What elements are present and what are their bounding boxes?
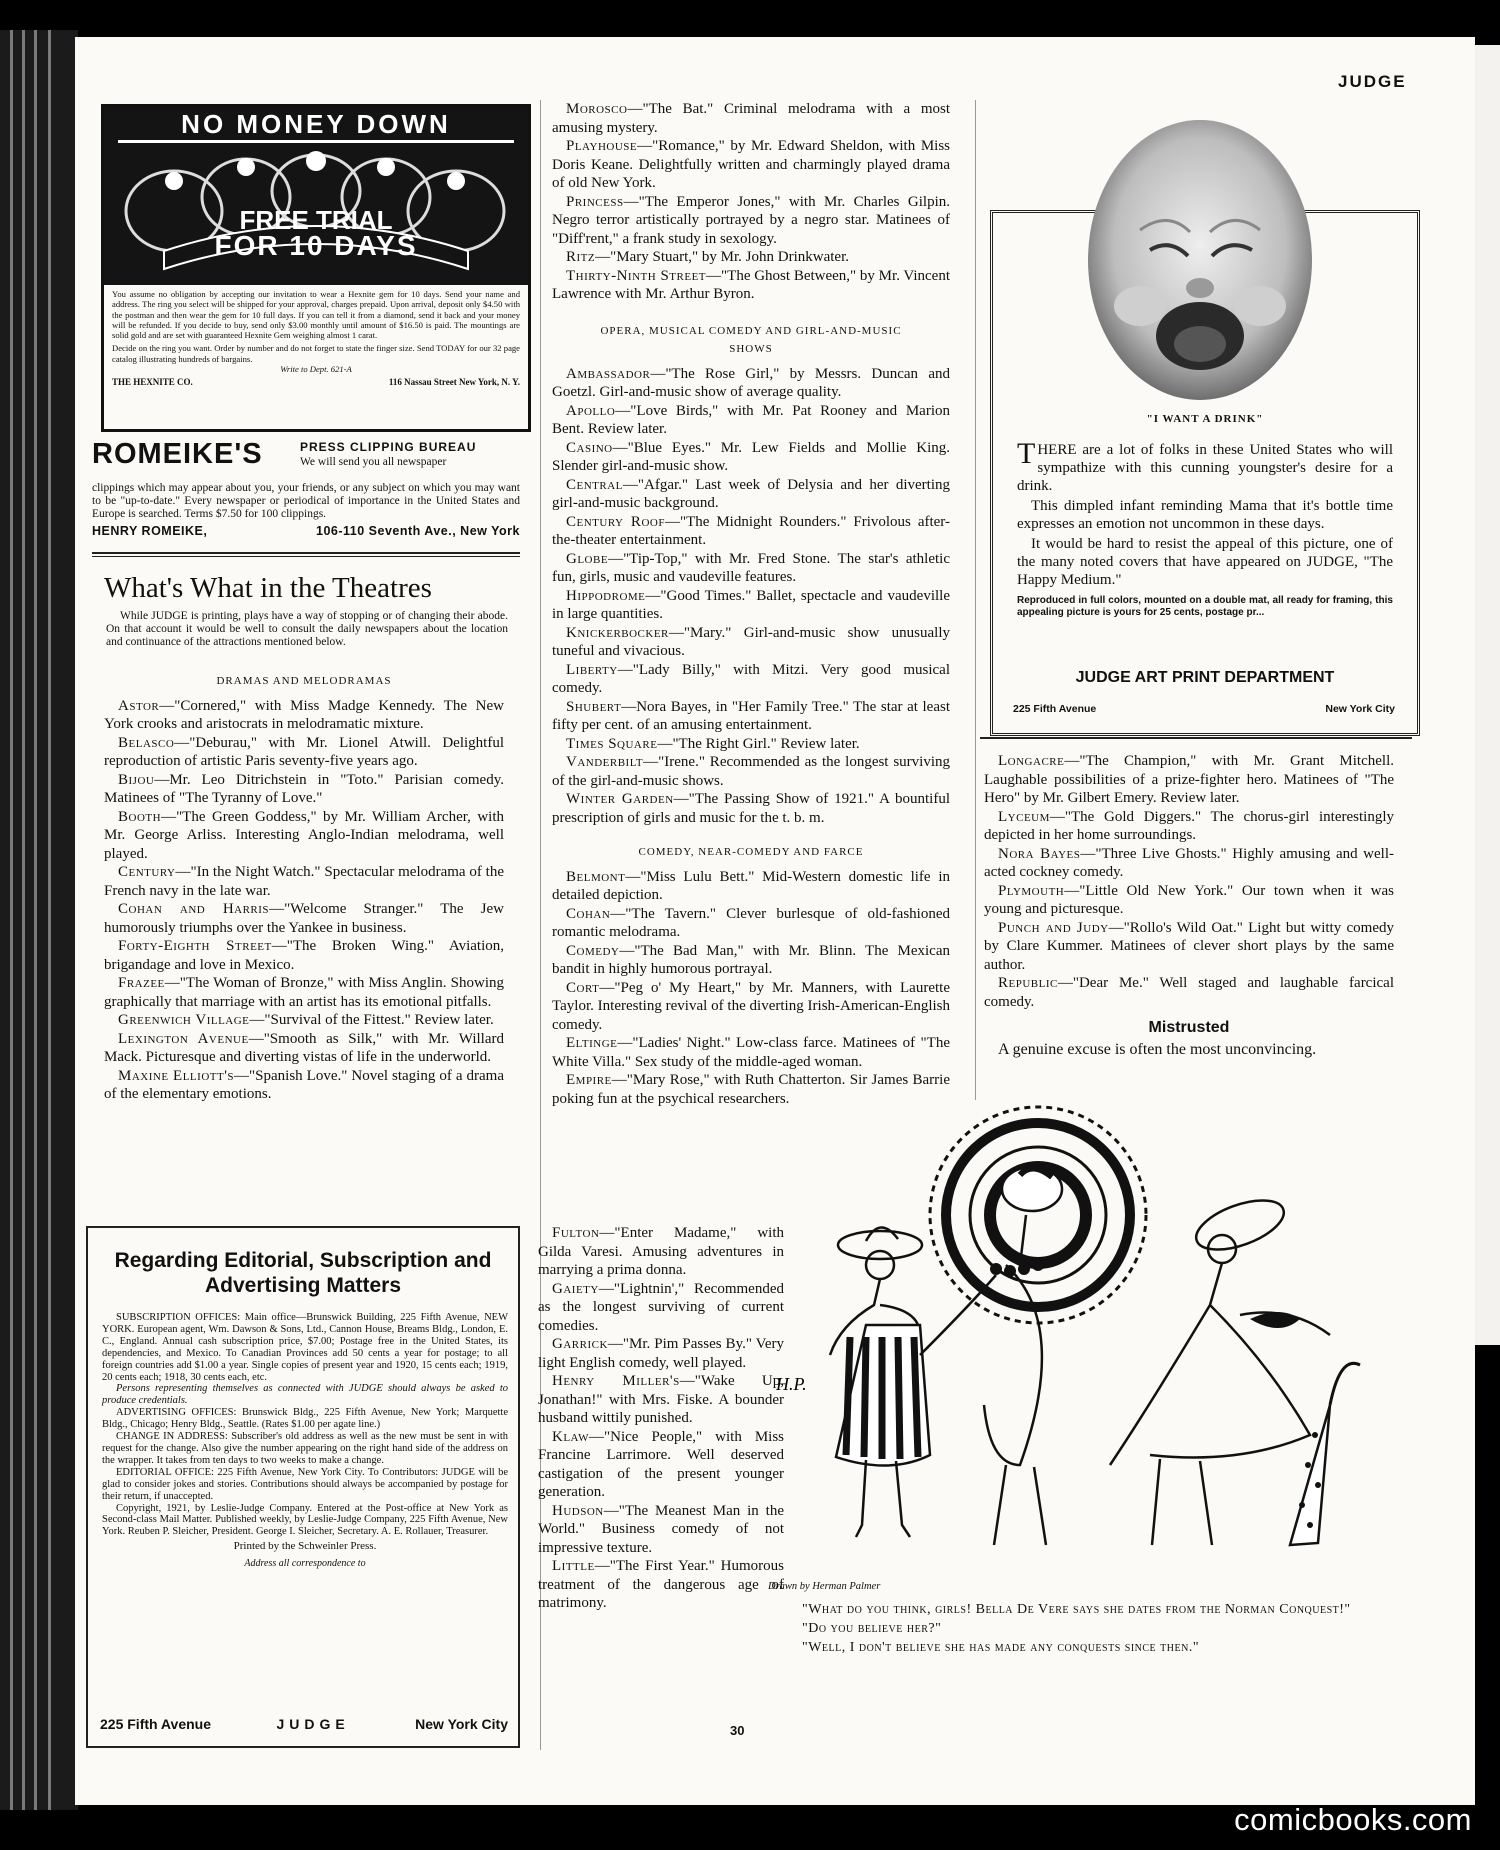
romeike-ad: ROMEIKE'S PRESS CLIPPING BUREAU We will send you all newspaper clippings which may appear about you, your friends, or any subject on which you may want to be "up-to-date." Every newspaper or periodical of importance in the United States and Europe is searched. Terms $7.50 for 100 clippings. HENRY ROMEIKE, 106-110 Seventh Ave., New York [92, 438, 520, 538]
theatres-col-3: Longacre—"The Champion," with Mr. Grant Mitchell. Laughable possibilities of a prize-fighter hero. Matinees of "The Hero" by Mr. Gilbert Emery. Review later. Lyceum—"The Gold Diggers." The chorus-girl interestingly depicted in her home surroundings. Nora Bayes—"Three Live Ghosts." Highly amusing and well-acted cockney comedy. Plymouth—"Little Old New York." Our town when it was young and picturesque. Punch and Judy—"Rollo's Wild Oat." Light but witty comedy by Clare Kummer. Matinees of clever short plays by the same author. Republic—"Dear Me." Well staged and laughable farcical comedy. Mistrusted A genuine excuse is often the most unconvincing. [984, 753, 1395, 1058]
cartoon-credit: Drawn by Herman Palmer [768, 1581, 881, 1592]
ad-banner [104, 107, 528, 285]
page-number: 30 [730, 1723, 745, 1738]
ad-write: Write to Dept. 621-A [280, 364, 352, 375]
editorial-box [86, 1226, 520, 1748]
theatres-title: What's What in the Theatres [104, 572, 432, 604]
artist-signature: H.P. [776, 1374, 807, 1394]
romeike-bureau: PRESS CLIPPING BUREAU [300, 440, 477, 454]
romeike-address: HENRY ROMEIKE, 106-110 Seventh Ave., New York [92, 524, 520, 538]
section-heading: COMEDY, NEAR-COMEDY AND FARCE [638, 846, 864, 858]
theatres-col-2-narrow: Fulton—"Enter Madame," with Gilda Varesi. Amusing adventures in marrying a prima donna. Gaiety—"Lightnin'," Recommended as the longest surviving of current comedies. Garrick—"Mr. Pim Passes By." Very light English comedy, well played. Henry Miller's—"Wake Up, Jonathan!" with Mrs. Fiske. A bounder husband wittily punished. Klaw—"Nice People," with Miss Francine Larrimore. Well deserved castigation of the present younger generation. Hudson—"The Meanest Man in the World." Business comedy of not impressive texture. Little—"The First Year." Humorous treatment of the dangerous age of matrimony. [538, 1225, 784, 1611]
watermark: comicbooks.com [1234, 1802, 1472, 1837]
theatres-col-2: Morosco—"The Bat." Criminal melodrama with a most amusing mystery. Playhouse—"Romance," by Mr. Edward Sheldon, with Miss Doris Keane. Delightfully written and charmingly played drama of old New York. Princess—"The Emperor Jones," with Mr. Charles Gilpin. Negro terror artistically portrayed by a negro star. Matinees of "Diff'rent," a frank study in sexology. Ritz—"Mary Stuart," by Mr. John Drinkwater. Thirty-Ninth Street—"The Ghost Between," by Mr. Vincent Lawrence with Mr. Arthur Byron. OPERA, MUSICAL COMEDY AND GIRL-AND-MUSIC SHOWS Ambassador—"The Rose Girl," by Messrs. Duncan and Goetzl. Girl-and-music show of average quality. Apollo—"Love Birds," with Mr. Pat Rooney and Marion Bent. Review later. Casino—"Blue Eyes." Mr. Lew Fields and Mollie King. Slender girl-and-music show. Central—"Afgar." Last week of Delysia and her diverting girl-and-music background. Century Roof—"The Midnight Rounders." Frivolous after-the-theater entertainment. Globe—"Tip-Top," with Mr. Fred Stone. The star's athletic fun, girls, music and vaudeville features. Hippodrome—"Good Times." Ballet, spectacle and vaudeville in large quantities. Knickerbocker—"Mary." Girl-and-music show unusually tuneful and vivacious. Liberty—"Lady Billy," with Mitzi. Very good musical comedy. Shubert—Nora Bayes, in "Her Family Tree." The star at least fifty per cent. of an amusing entertainment. Times Square—"The Right Girl." Review later. Vanderbilt—"Irene." Recommended as the longest surviving of the girl-and-music shows. Winter Garden—"The Passing Show of 1921." A bountiful prescription of girls and music for the t. b. m. COMEDY, NEAR-COMEDY AND FARCE Belmont—"Miss Lulu Bett." Mid-Western domestic life in detailed depiction. Cohan—"The Tavern." Clever burlesque of old-fashioned romantic melodrama. Comedy—"The Bad Man," with Mr. Blinn. The Mexican bandit in highly humorous portrayal. Cort—"Peg o' My Heart," by Mr. Manners, with Laurette Taylor. Interesting revival of the diverting Irish-American-English comedy. Eltinge—"Ladies' Night." Low-class farce. Matinees of "The White Villa." Sex study of the middle-aged woman. Empire—"Mary Rose," with Ruth Chatterton. Sir James Barrie poking fun at the psychical researchers. [552, 101, 951, 1107]
cartoon-caption: "What do you think, girls! Bella De Vere says she dates from the Norman Conquest!" "Do you believe her?" "Well, I don't believe she has made any conquests since then." [802, 1602, 1351, 1655]
romeike-name: ROMEIKE'S [92, 438, 263, 470]
ad-headline: NO MONEY DOWN [181, 109, 451, 139]
section-heading: DRAMAS AND MELODRAMAS [216, 675, 392, 687]
editorial-body: SUBSCRIPTION OFFICES: Main office—Brunswick Building, 225 Fifth Avenue, NEW YORK. European agent, Wm. Dawson & Sons, Ltd., Cannon House, Breams Bldg., London, E. C., England. Annual cash subscription price, $7.00; Postage free in the United States, its dependencies, and Mexico. To Canadian Provinces add 50 cents a year for postage; to all foreign countries add $1.00 a year. Single copies of present year and 1920, 15 cents each; 1919, 20 cents each; 1918, 30 cents each, etc. Persons representing themselves as connected with JUDGE should always be asked to produce credentials. ADVERTISING OFFICES: Brunswick Bldg., 225 Fifth Avenue, New York; Marquette Bldg., Chicago; Henry Bldg., Seattle. (Rates $1.00 per agate line.) CHANGE IN ADDRESS: Subscriber's old address as well as the new must be sent in with request for the change. Also give the number appearing on the right hand side of the address on the wrapper. It takes from ten days to two weeks to make a change. EDITORIAL OFFICE: 225 Fifth Avenue, New York City. To Contributors: JUDGE will be glad to consider jokes and stories. Contributions should always be accompanied by postage for their return, if unaccepted. Copyright, 1921, by Leslie-Judge Company. Entered at the Post-office at New York as Second-class Mail Matter. Published weekly, by Leslie-Judge Company, 225 Fifth Avenue, New York. Reuben P. Sleicher, President. George I. Sleicher, Secretary. A. E. Rollauer, Treasurer. Printed by the Schweinler Press. Address all correspondence to [102, 1312, 508, 1570]
free-trial-text: FREE TRIAL FOR 10 DAYS [214, 205, 418, 261]
binding-spine [0, 30, 78, 1810]
art-text: THERE are a lot of folks in these United States who will sympathize with this cunning youngster's desire for a drink. This dimpled infant reminding Mama that it's bottle time expresses an emotion not uncommon in these days. It would be hard to resist the appeal of this picture, one of the many noted covers that have appeared on JUDGE, "The Happy Medium." Reproduced in full colors, mounted on a double mat, all ready for framing, this appealing picture is yours for 25 cents, postage pr... [1017, 437, 1393, 618]
crying-baby-image [1080, 110, 1320, 408]
hexnite-ad [101, 104, 531, 432]
section-heading: OPERA, MUSICAL COMEDY AND GIRL-AND-MUSIC SHOWS [600, 324, 902, 355]
editorial-title: Regarding Editorial, Subscription and Advertising Matters [114, 1249, 492, 1297]
ad-footer: THE HEXNITE CO. 116 Nassau Street New York, N. Y. [112, 377, 520, 388]
ad-body: You assume no obligation by accepting our invitation to wear a Hexnite gem for 10 days. Send your name and address. The ring you select will be shipped for your approval, charges prepaid. Upon arrival, deposit only $4.50 with the postman and then wear the gem for 10 full days. If you can tell it from a diamond, send it back and your money will be refunded. If you decide to buy, send only $3.00 monthly until amount of $16.50 is paid. The mountings are solid gold and are set with guaranteed Hexnite Gem weighing almost 1 carat. [112, 289, 520, 341]
romeike-text: clippings which may appear about you, your friends, or any subject on which you may want to be "up-to-date." Every newspaper or periodical of importance in the United States and Europe is searched. Terms $7.50 for 100 clippings. [92, 482, 520, 520]
editorial-footer: 225 Fifth Avenue JUDGE New York City [100, 1716, 508, 1732]
running-head: JUDGE [1338, 72, 1407, 91]
art-footer: 225 Fifth Avenue New York City [1013, 703, 1395, 715]
cartoon-drawing [770, 1105, 1410, 1580]
facing-page-edge [1471, 45, 1500, 1345]
mistrusted-title: Mistrusted [1148, 1019, 1230, 1036]
theatres-col-1: DRAMAS AND MELODRAMAS Astor—"Cornered," with Miss Madge Kennedy. The New York crooks and aristocrats in melodramatic mixture. Belasco—"Deburau," with Mr. Lionel Atwill. Delightful reproduction of artistic Paris seventy-five years ago. Bijou—Mr. Leo Ditrichstein in "Toto." Parisian comedy. Matinees of "The Tyranny of Love." Booth—"The Green Goddess," by Mr. William Archer, with Mr. George Arliss. Interesting Anglo-Indian melodrama, well played. Century—"In the Night Watch." Spectacular melodrama of the French navy in the late war. Cohan and Harris—"Welcome Stranger." The Jew humorously triumphs over the Yankee in business. Forty-Eighth Street—"The Broken Wing." Aviation, brigandage and love in Mexico. Frazee—"The Woman of Bronze," with Miss Anglin. Showing graphically that marriage with an artist has its emotional pitfalls. Greenwich Village—"Survival of the Fittest." Review later. Lexington Avenue—"Smooth as Silk," with Mr. Willard Mack. Picturesque and diverting vistas of life in the underworld. Maxine Elliott's—"Spanish Love." Novel staging of a drama of the elementary emotions. [104, 668, 504, 1104]
art-caption: "I WANT A DRINK" [1146, 413, 1264, 425]
mistrusted-text: A genuine excuse is often the most unconvincing. [998, 1040, 1317, 1058]
ad-body-2: Decide on the ring you want. Order by number and do not forget to state the finger size. Send TODAY for our 32 page catalog illustrating hundreds of bargains. [112, 343, 520, 364]
art-dept: JUDGE ART PRINT DEPARTMENT [1075, 669, 1335, 686]
theatres-intro: While JUDGE is printing, plays have a way of stopping or of changing their abode. On that account it would be well to consult the daily newspapers about the location and continuance of the attractions mentioned below. [106, 610, 508, 648]
